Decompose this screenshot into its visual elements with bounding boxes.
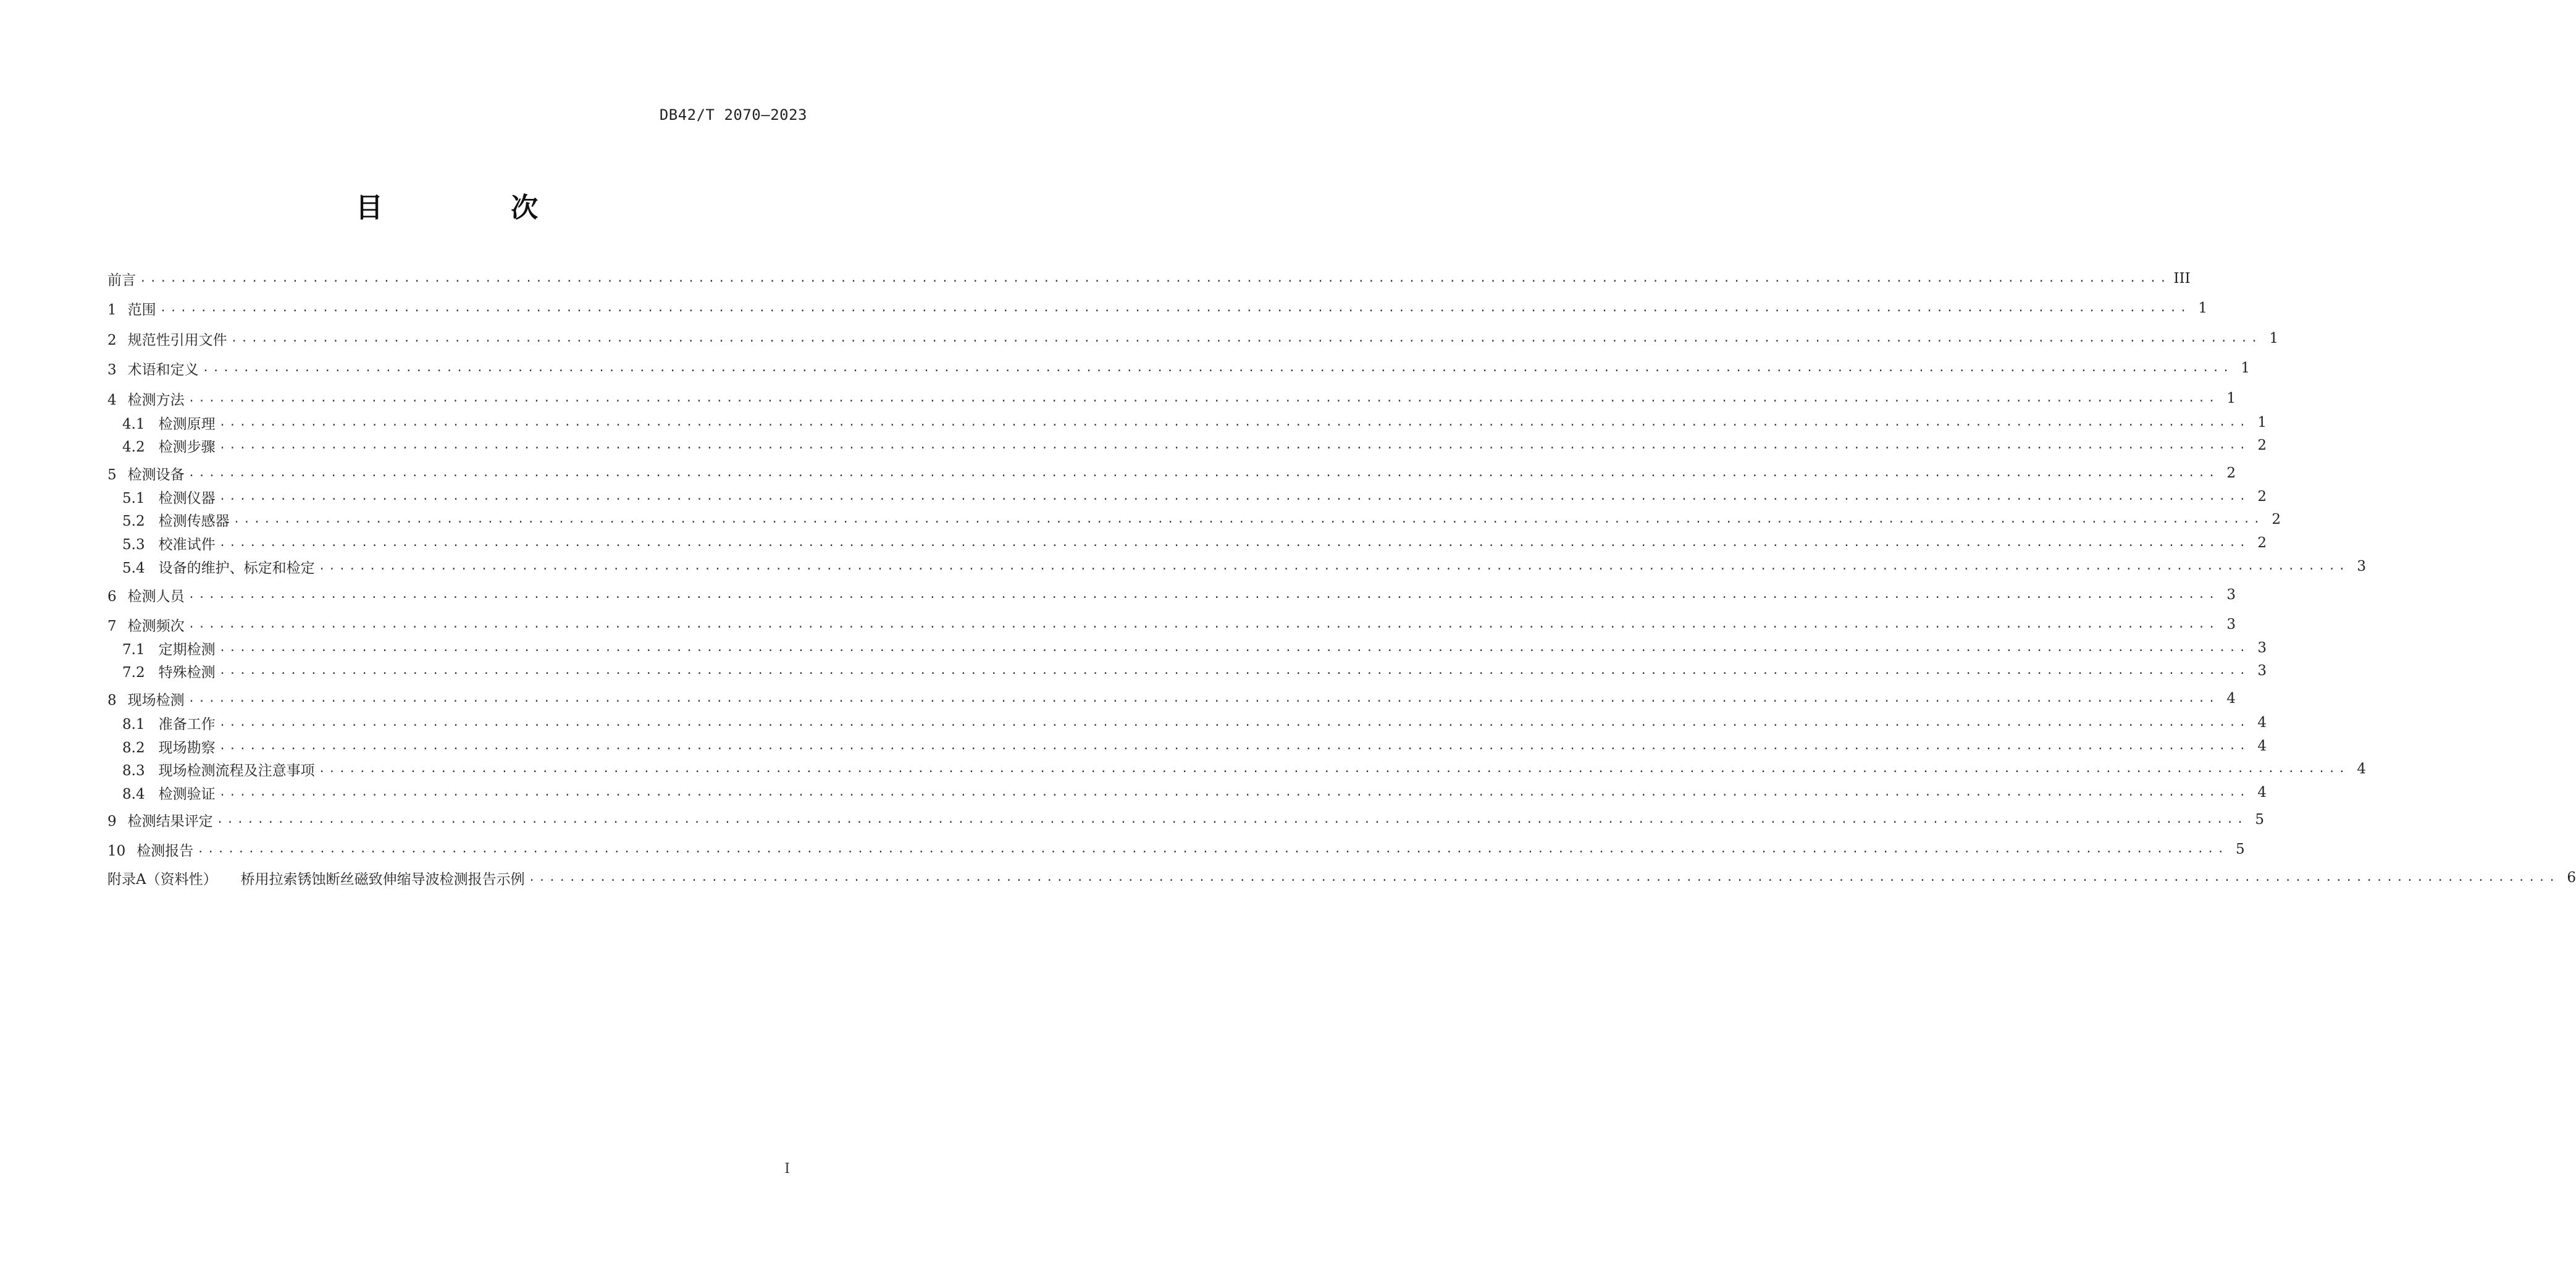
toc-leader-dots: ........................................................................................................................................................................................................ bbox=[188, 392, 2219, 405]
toc-entry-label bbox=[107, 557, 315, 577]
toc-entry-text: 检测设备 bbox=[127, 466, 185, 483]
toc-entry-text: 设备的维护、标定和检定 bbox=[158, 560, 315, 576]
toc-entry-number: 附录A（资料性） bbox=[107, 871, 217, 888]
toc-entry-page: 3 bbox=[2357, 558, 2366, 574]
toc-entry-number: 8.3 bbox=[122, 762, 145, 779]
toc-entry-label bbox=[107, 389, 185, 409]
toc-entry-label bbox=[107, 413, 216, 433]
toc-entry-page: 4 bbox=[2257, 784, 2267, 801]
toc-entry-label bbox=[107, 638, 216, 658]
toc-entry-text: 检测原理 bbox=[158, 416, 216, 432]
toc-entry-label bbox=[107, 736, 216, 757]
toc-entry-text: 检测结果评定 bbox=[127, 813, 213, 830]
toc-entry-page: 2 bbox=[2226, 465, 2236, 481]
toc-entry-text: 检测仪器 bbox=[158, 490, 216, 506]
toc-entry[interactable] bbox=[107, 613, 2236, 636]
toc-leader-dots: ........................................................................................................................................................................................................ bbox=[140, 272, 2170, 285]
toc-entry[interactable] bbox=[107, 411, 2267, 434]
toc-entry-number: 6 bbox=[107, 588, 117, 605]
toc-entry[interactable] bbox=[107, 327, 2279, 350]
toc-entry-text: 现场检测 bbox=[127, 692, 185, 708]
toc-entry-label bbox=[107, 487, 216, 507]
toc-leader-dots: ........................................................................................................................................................................................................ bbox=[159, 301, 2191, 314]
toc-entry-page: 6 bbox=[2567, 870, 2576, 886]
page-number: I bbox=[784, 1161, 790, 1177]
toc-leader-dots: ........................................................................................................................................................................................................ bbox=[219, 739, 2249, 752]
toc-entry-page: 1 bbox=[2226, 390, 2236, 406]
toc-entry-number: 5 bbox=[107, 466, 117, 483]
toc-entry[interactable] bbox=[107, 267, 2191, 290]
toc-entry-number: 4.1 bbox=[122, 416, 145, 432]
toc-leader-dots: ........................................................................................................................................................................................................ bbox=[219, 664, 2249, 677]
toc-entry-number: 5.4 bbox=[122, 560, 145, 576]
toc-entry-page: 1 bbox=[2198, 300, 2208, 316]
toc-entry-page: 2 bbox=[2257, 437, 2267, 453]
toc-leader-dots: ........................................................................................................................................................................................................ bbox=[219, 490, 2249, 503]
toc-entry[interactable] bbox=[107, 508, 2281, 531]
toc-leader-dots: ........................................................................................................................................................................................................ bbox=[219, 416, 2249, 429]
toc-entry-text: 现场勘察 bbox=[158, 739, 216, 756]
toc-leader-dots: ........................................................................................................................................................................................................ bbox=[233, 513, 2263, 526]
toc-entry-label bbox=[107, 839, 193, 860]
toc-leader-dots: ........................................................................................................................................................................................................ bbox=[219, 536, 2249, 549]
toc-leader-dots: ........................................................................................................................................................................................................ bbox=[216, 813, 2247, 826]
toc-entry-page: 1 bbox=[2257, 414, 2267, 431]
toc-entry-label bbox=[107, 269, 136, 289]
toc-entry-text: 检测人员 bbox=[127, 588, 185, 605]
toc-entry-text: 范围 bbox=[127, 301, 156, 318]
toc-entry-page: 4 bbox=[2257, 738, 2267, 754]
toc-entry-page: 1 bbox=[2269, 330, 2279, 347]
toc-leader-dots: ........................................................................................................................................................................................................ bbox=[318, 560, 2349, 573]
toc-leader-dots: ........................................................................................................................................................................................................ bbox=[528, 871, 2559, 884]
toc-leader-dots: ........................................................................................................................................................................................................ bbox=[197, 843, 2228, 855]
toc-entry[interactable] bbox=[107, 461, 2236, 485]
toc-entry[interactable] bbox=[107, 387, 2236, 410]
toc-entry-number: 7.1 bbox=[122, 641, 145, 658]
toc-entry-label bbox=[107, 713, 216, 733]
toc-entry-page: 3 bbox=[2257, 640, 2267, 656]
toc-entry-number: 10 bbox=[107, 843, 126, 859]
toc-entry-label bbox=[107, 783, 216, 803]
toc-entry-text: 桥用拉索锈蚀断丝磁致伸缩导波检测报告示例 bbox=[240, 871, 525, 888]
toc-leader-dots: ........................................................................................................................................................................................................ bbox=[219, 641, 2249, 654]
toc-leader-dots: ........................................................................................................................................................................................................ bbox=[202, 361, 2233, 374]
toc-entry-number: 9 bbox=[107, 813, 117, 830]
toc-leader-dots: ........................................................................................................................................................................................................ bbox=[219, 786, 2249, 799]
toc-entry-number: 1 bbox=[107, 301, 117, 318]
toc-entry-label bbox=[107, 585, 185, 605]
toc-leader-dots: ........................................................................................................................................................................................................ bbox=[219, 439, 2249, 452]
toc-entry-page: 4 bbox=[2257, 715, 2267, 731]
toc-entry-label bbox=[107, 329, 227, 349]
toc-entry-text: 术语和定义 bbox=[127, 361, 199, 378]
toc-entry-number: 5.2 bbox=[122, 513, 145, 529]
toc-entry-number: 7 bbox=[107, 618, 117, 634]
toc-entry[interactable] bbox=[107, 687, 2236, 710]
toc-entry-text: 检测传感器 bbox=[158, 513, 230, 529]
toc-entry-label bbox=[107, 510, 230, 530]
toc-entry-label bbox=[107, 615, 185, 635]
toc-entry-text: 检测频次 bbox=[127, 618, 185, 634]
toc-entry-text: 现场检测流程及注意事项 bbox=[158, 762, 315, 779]
toc-entry-text: 规范性引用文件 bbox=[127, 332, 227, 348]
toc-entry-page: 3 bbox=[2257, 663, 2267, 679]
toc-entry-text: 前言 bbox=[107, 272, 136, 288]
toc-entry-page: 3 bbox=[2226, 587, 2236, 603]
toc-entry-text: 特殊检测 bbox=[158, 664, 216, 681]
toc-entry[interactable] bbox=[107, 659, 2267, 683]
toc-entry[interactable] bbox=[107, 757, 2366, 781]
toc-leader-dots: ........................................................................................................................................................................................................ bbox=[188, 588, 2219, 601]
toc-entry-text: 定期检测 bbox=[158, 641, 216, 658]
toc-leader-dots: ........................................................................................................................................................................................................ bbox=[188, 466, 2219, 479]
toc-entry-number: 8.4 bbox=[122, 786, 145, 802]
toc-entry[interactable] bbox=[107, 734, 2267, 758]
toc-entry-text: 检测报告 bbox=[136, 843, 194, 859]
page-title: 目 次 bbox=[355, 192, 598, 224]
toc-entry[interactable] bbox=[107, 356, 2251, 380]
toc-entry-text: 校准试件 bbox=[158, 536, 216, 553]
toc-entry-label bbox=[107, 661, 216, 681]
toc-entry-number: 8.1 bbox=[122, 716, 145, 733]
toc-entry-number: 4.2 bbox=[122, 439, 145, 455]
toc-entry-page: 5 bbox=[2236, 841, 2245, 857]
toc-entry-page: 2 bbox=[2272, 511, 2281, 527]
toc-entry[interactable] bbox=[107, 711, 2267, 734]
toc-leader-dots: ........................................................................................................................................................................................................ bbox=[188, 692, 2219, 705]
toc-entry-page: 5 bbox=[2255, 812, 2265, 828]
toc-entry-text: 检测步骤 bbox=[158, 439, 216, 455]
toc-entry[interactable] bbox=[107, 555, 2366, 578]
toc-entry-label bbox=[107, 759, 315, 780]
toc-leader-dots: ........................................................................................................................................................................................................ bbox=[188, 618, 2219, 631]
toc-entry-number: 2 bbox=[107, 332, 117, 348]
toc-entry-text: 准备工作 bbox=[158, 716, 216, 733]
toc-entry-page: 4 bbox=[2357, 761, 2366, 777]
toc-leader-dots: ........................................................................................................................................................................................................ bbox=[219, 716, 2249, 729]
document-code: DB42/T 2070—2023 bbox=[659, 106, 807, 124]
toc-entry-label bbox=[107, 463, 185, 484]
toc-entry-number: 5.1 bbox=[122, 490, 145, 506]
toc-entry-label bbox=[107, 533, 216, 553]
toc-entry-label bbox=[107, 298, 156, 319]
toc-entry-number: 3 bbox=[107, 361, 117, 378]
toc-entry-label bbox=[107, 358, 199, 379]
toc-entry[interactable] bbox=[107, 781, 2267, 804]
toc-entry-label bbox=[107, 868, 525, 888]
toc-entry[interactable] bbox=[107, 583, 2236, 607]
toc-entry-page: 2 bbox=[2257, 535, 2267, 551]
toc-entry-page: 4 bbox=[2226, 691, 2236, 707]
toc-entry-number: 5.3 bbox=[122, 536, 145, 553]
toc-entry-page: 3 bbox=[2226, 616, 2236, 632]
toc-entry-label bbox=[107, 689, 185, 709]
toc-entry-number: 8 bbox=[107, 692, 117, 708]
toc-entry[interactable] bbox=[107, 531, 2267, 555]
toc-entry-number: 8.2 bbox=[122, 739, 145, 756]
toc-entry-text: 检测验证 bbox=[158, 786, 216, 802]
toc-entry[interactable] bbox=[107, 434, 2267, 457]
toc-entry[interactable] bbox=[107, 485, 2267, 508]
toc-entry[interactable] bbox=[107, 296, 2208, 320]
toc-entry-label bbox=[107, 435, 216, 456]
toc-entry-number: 4 bbox=[107, 392, 117, 408]
toc-entry[interactable] bbox=[107, 838, 2245, 861]
toc-entry-page: III bbox=[2173, 271, 2191, 287]
toc-entry[interactable] bbox=[107, 636, 2267, 660]
toc-entry-number: 7.2 bbox=[122, 664, 145, 681]
toc-entry-page: 1 bbox=[2241, 360, 2251, 376]
toc-entry-text: 检测方法 bbox=[127, 392, 185, 408]
toc-entry-page: 2 bbox=[2257, 489, 2267, 505]
toc-entry[interactable] bbox=[107, 866, 2576, 889]
toc-entry[interactable] bbox=[107, 808, 2265, 831]
toc-entry-label bbox=[107, 810, 213, 830]
toc-leader-dots: ........................................................................................................................................................................................................ bbox=[230, 332, 2262, 345]
toc-leader-dots: ........................................................................................................................................................................................................ bbox=[318, 762, 2349, 775]
